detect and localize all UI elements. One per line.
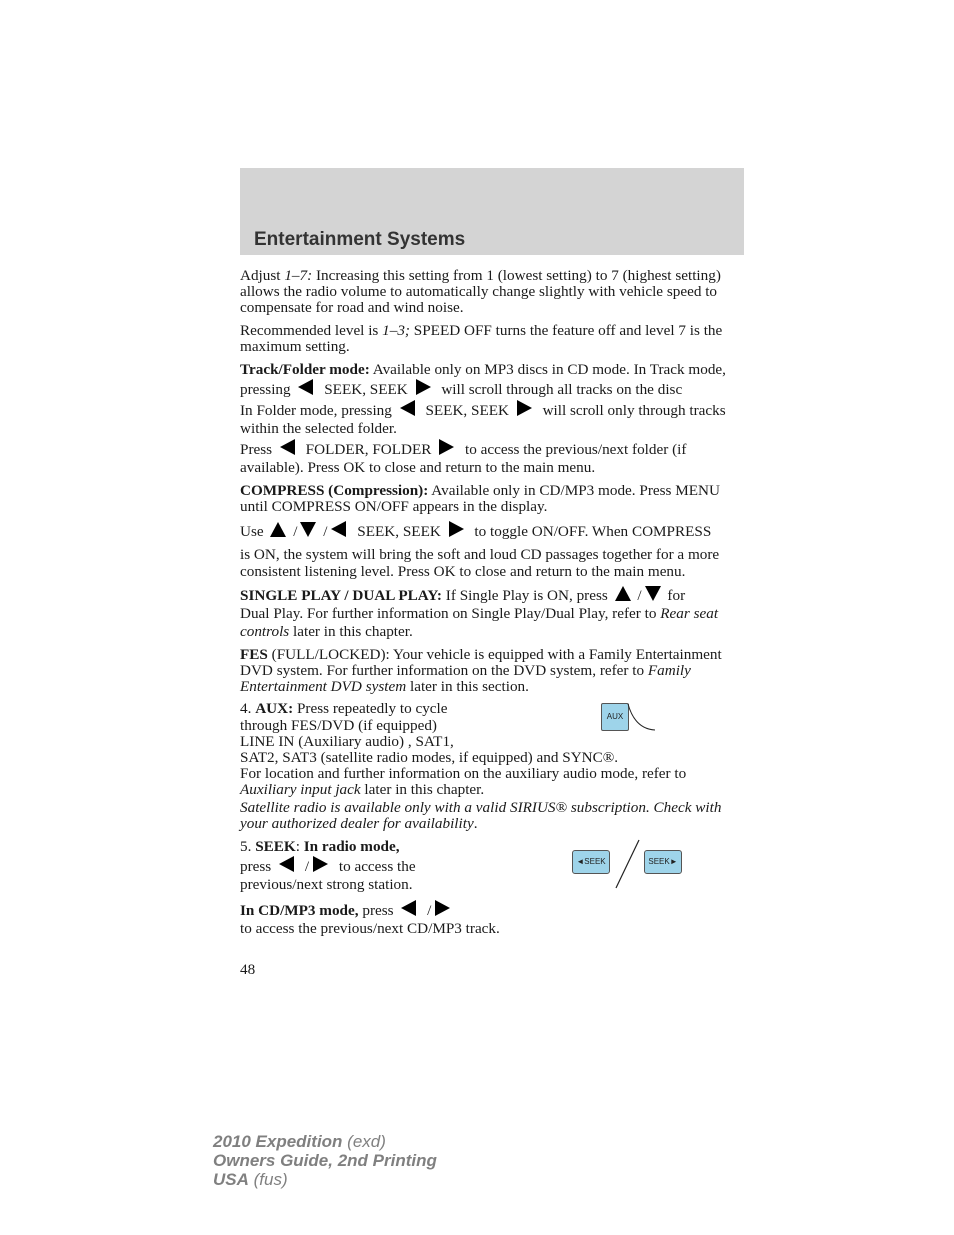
folder-left-arrow-icon	[280, 439, 295, 455]
paragraph-track-folder-mode: Track/Folder mode: Available only on MP3 discs in CD mode. In Track mode, pressing SEEK, SEEK will scroll through all tracks on the disc	[240, 361, 726, 399]
seek-right-arrow-icon	[313, 856, 328, 872]
seek-buttons-figure	[572, 838, 684, 890]
paragraph-aux: 4. AUX: Press repeatedly to cycle through FES/DVD (if equipped) LINE IN (Auxiliary audio) , SAT1, SAT2, SAT3 (satellite radio modes, if equipped) and SYNC®. For location and further information on the auxiliary audio mode, refer to Auxiliary input jack later in this chapter.	[240, 700, 687, 799]
paragraph-seek-radio: 5. SEEK: In radio mode, press / to access the previous/next strong station.	[240, 838, 416, 894]
paragraph-compress: COMPRESS (Compression): Available only in CD/MP3 mode. Press MENU until COMPRESS ON/OFF appears in the display.	[240, 482, 720, 516]
paragraph-seek-cd: In CD/MP3 mode, press / to access the previous/next CD/MP3 track.	[240, 902, 500, 938]
page-number: 48	[240, 961, 256, 978]
seek-left-arrow-icon	[400, 400, 415, 416]
footer-line-printing: Owners Guide, 2nd Printing	[213, 1151, 437, 1170]
aux-button-label: AUX	[601, 703, 629, 731]
seek-left-arrow-icon	[331, 521, 346, 537]
section-title: Entertainment Systems	[254, 229, 466, 250]
folder-right-arrow-icon	[439, 439, 454, 455]
footer-line-model: 2010 Expedition (exd)	[213, 1132, 386, 1151]
seek-section	[240, 838, 744, 938]
paragraph-compress-use: Use / / SEEK, SEEK to toggle ON/OFF. When COMPRESS	[240, 523, 712, 541]
paragraph-adjust: Adjust 1–7: Increasing this setting from 1 (lowest setting) to 7 (highest setting) allows the radio volume to automatically change slightly with vehicle speed to compensate for road and wind noise.	[240, 267, 721, 317]
paragraph-single-dual-play: SINGLE PLAY / DUAL PLAY: If Single Play is ON, press / for Dual Play. For further information on Single Play/Dual Play, refer to Rear seat controls later in this chapter.	[240, 586, 719, 640]
seek-right-arrow-icon	[416, 379, 431, 395]
down-arrow-icon	[300, 522, 316, 537]
document-footer	[213, 1132, 437, 1189]
paragraph-recommended-level: Recommended level is 1–3; SPEED OFF turns the feature off and level 7 is the maximum setting.	[240, 321, 723, 355]
section-header-band	[240, 168, 744, 255]
seek-left-arrow-icon	[401, 900, 416, 916]
seek-left-arrow-icon	[298, 379, 313, 395]
seek-right-arrow-icon	[517, 400, 532, 416]
up-arrow-icon	[615, 586, 631, 601]
paragraph-folder-mode: In Folder mode, pressing SEEK, SEEK will scroll only through tracks within the selected folder.	[240, 402, 726, 438]
aux-curve-graphic	[601, 703, 657, 733]
down-arrow-icon	[645, 586, 661, 601]
seek-right-arrow-icon	[435, 900, 450, 916]
seek-left-arrow-icon	[279, 856, 294, 872]
aux-section	[240, 701, 744, 832]
paragraph-fes: FES (FULL/LOCKED): Your vehicle is equipped with a Family Entertainment DVD system. For further information on the DVD system, refer to Family Entertainment DVD system later in this section.	[240, 645, 722, 696]
seek-right-button-label: SEEK►	[644, 850, 682, 874]
page-content	[240, 268, 744, 939]
seek-left-button-label: ◄SEEK	[572, 850, 610, 874]
up-arrow-icon	[270, 522, 286, 537]
paragraph-satellite-note: Satellite radio is available only with a valid SIRIUS® subscription. Check with your authorized dealer for availability.	[240, 798, 722, 832]
paragraph-compress-detail: is ON, the system will bring the soft and loud CD passages together for a more consistent listening level. Press OK to close and return to the main menu.	[240, 546, 720, 580]
seek-right-arrow-icon	[449, 521, 464, 537]
footer-line-region: USA (fus)	[213, 1170, 288, 1189]
aux-button-figure	[601, 703, 657, 733]
paragraph-folder-press: Press FOLDER, FOLDER to access the previous/next folder (if available). Press OK to close and return to the main menu.	[240, 441, 687, 477]
